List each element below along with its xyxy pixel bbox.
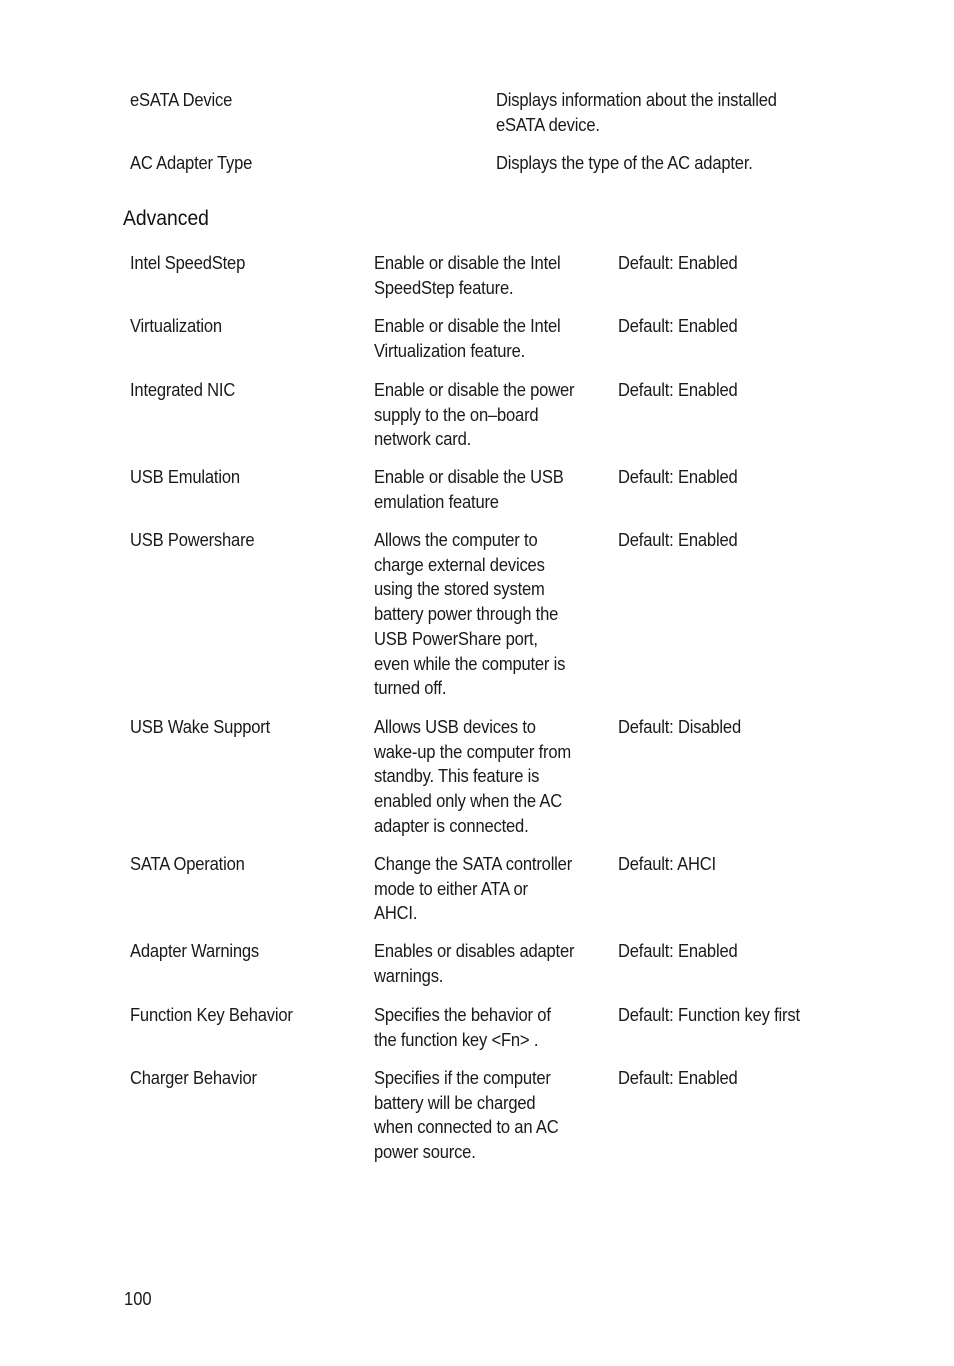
setting-name: SATA Operation: [130, 854, 245, 874]
description-line: Allows USB devices to: [374, 717, 536, 737]
description-line: mode to either ATA or: [374, 878, 528, 899]
description-line: Enables or disables adapter: [374, 941, 575, 961]
setting-name: Integrated NIC: [130, 380, 236, 400]
setting-default: Default: Enabled: [618, 941, 738, 961]
setting-description: [374, 465, 564, 514]
setting-description: [496, 151, 753, 176]
setting-name: Adapter Warnings: [130, 941, 259, 961]
description-line: Enable or disable the power: [374, 380, 575, 400]
description-line: battery will be charged: [374, 1092, 536, 1113]
description-line: charge external devices: [374, 554, 545, 575]
setting-name: eSATA Device: [130, 90, 233, 110]
setting-description: [374, 852, 572, 926]
description-line: power source.: [374, 1142, 476, 1163]
setting-default: Default: Enabled: [618, 467, 738, 487]
description-line: Displays the type of the AC adapter.: [496, 153, 753, 173]
setting-name: Charger Behavior: [130, 1068, 257, 1088]
description-line: USB PowerShare port,: [374, 628, 538, 649]
setting-name: AC Adapter Type: [130, 153, 253, 173]
setting-name: USB Powershare: [130, 530, 255, 550]
setting-description: [496, 88, 777, 137]
setting-description: [374, 939, 574, 988]
description-line: Specifies the behavior of: [374, 1005, 551, 1025]
description-line: supply to the on–board: [374, 404, 539, 425]
setting-name: Intel SpeedStep: [130, 253, 246, 273]
setting-default: Default: AHCI: [618, 854, 716, 874]
setting-default: Default: Function key first: [618, 1005, 800, 1025]
description-line: even while the computer is: [374, 653, 566, 674]
description-line: Virtualization feature.: [374, 340, 526, 361]
setting-default: Default: Enabled: [618, 530, 738, 550]
setting-name: Virtualization: [130, 316, 222, 336]
section-heading: Advanced: [123, 207, 209, 230]
setting-default: Default: Enabled: [618, 380, 738, 400]
description-line: Allows the computer to: [374, 530, 538, 550]
description-line: emulation feature: [374, 491, 499, 512]
description-line: adapter is connected.: [374, 815, 529, 836]
description-line: Enable or disable the Intel: [374, 316, 561, 336]
description-line: Enable or disable the USB: [374, 467, 564, 487]
description-line: warnings.: [374, 965, 444, 986]
setting-name: Function Key Behavior: [130, 1005, 293, 1025]
description-line: enabled only when the AC: [374, 791, 563, 812]
setting-description: [374, 715, 571, 839]
description-line: AHCI.: [374, 903, 418, 924]
description-line: battery power through the: [374, 604, 559, 625]
description-line: Enable or disable the Intel: [374, 253, 561, 273]
description-line: wake-up the computer from: [374, 741, 571, 762]
description-line: eSATA device.: [496, 114, 600, 135]
setting-description: [374, 314, 561, 363]
setting-default: Default: Enabled: [618, 316, 738, 336]
description-line: network card.: [374, 429, 472, 450]
description-line: standby. This feature is: [374, 766, 540, 787]
description-line: SpeedStep feature.: [374, 277, 514, 298]
setting-description: [374, 378, 574, 452]
description-line: the function key <Fn> .: [374, 1029, 539, 1050]
setting-name: USB Wake Support: [130, 717, 271, 737]
description-line: using the stored system: [374, 579, 545, 600]
setting-description: [374, 528, 565, 701]
description-line: Change the SATA controller: [374, 854, 573, 874]
setting-default: Default: Enabled: [618, 253, 738, 273]
description-line: Displays information about the installed: [496, 90, 777, 110]
setting-default: Default: Enabled: [618, 1068, 738, 1088]
description-line: Specifies if the computer: [374, 1068, 551, 1088]
setting-description: [374, 1066, 559, 1165]
page-number: 100: [124, 1289, 152, 1309]
setting-description: [374, 251, 561, 300]
setting-default: Default: Disabled: [618, 717, 741, 737]
description-line: when connected to an AC: [374, 1117, 559, 1138]
description-line: turned off.: [374, 678, 447, 699]
setting-description: [374, 1003, 551, 1052]
setting-name: USB Emulation: [130, 467, 240, 487]
